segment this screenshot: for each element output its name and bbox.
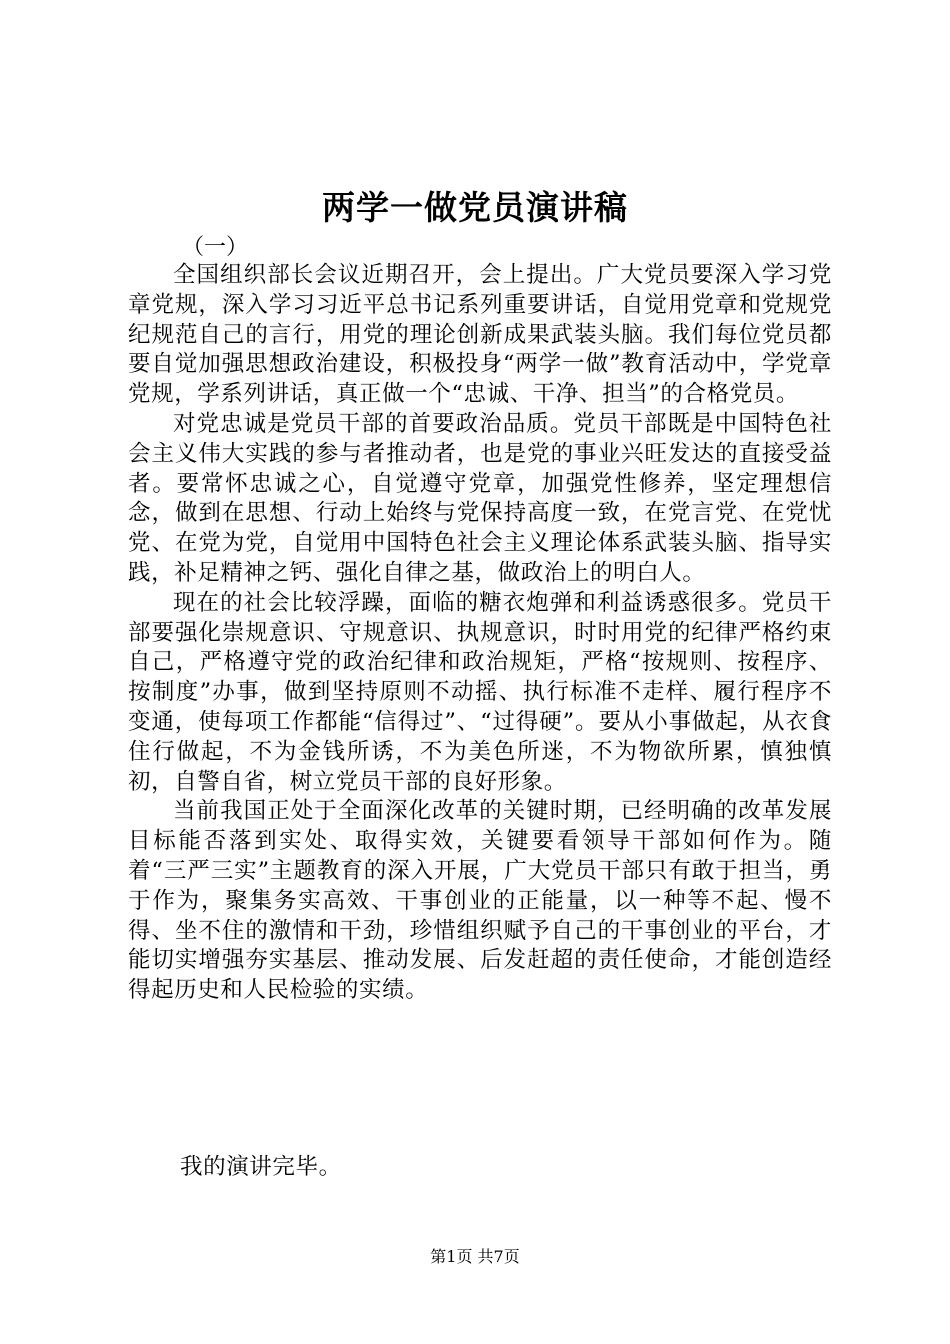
- document-body: [128, 261, 832, 1006]
- paragraph-4: 当前我国正处于全面深化改革的关键时期，已经明确的改革发展目标能否落到实处、取得实效，关键要看领导干部如何作为。随着“三严三实”主题教育的深入开展，广大党员干部只有敢于担当，勇于作为，聚集务实高效、干事创业的正能量，以一种等不起、慢不得、坐不住的激情和干劲，珍惜组织赋予自己的干事创业的平台，才能切实增强夯实基层、推动发展、后发赶超的责任使命，才能创造经得起历史和人民检验的实绩。: [128, 798, 832, 1004]
- paragraph-3: 现在的社会比较浮躁，面临的糖衣炮弹和利益诱惑很多。党员干部要强化崇规意识、守规意识、执规意识，时时用党的纪律严格约束自己，严格遵守党的政治纪律和政治规矩，严格“按规则、按程序、按制度”办事，做到坚持原则不动摇、执行标准不走样、履行程序不变通，使每项工作都能“信得过”、“过得硬”。要从小事做起，从衣食住行做起，不为金钱所诱，不为美色所迷，不为物欲所累，慎独慎初，自警自省，树立党员干部的良好形象。: [128, 589, 832, 795]
- page-indicator: 第1页 共7页: [430, 1247, 520, 1266]
- section-marker: （一）: [182, 235, 249, 260]
- paragraph-1: 全国组织部长会议近期召开，会上提出。广大党员要深入学习党章党规，深入学习习近平总书记系列重要讲话，自觉用党章和党规党纪规范自己的言行，用党的理论创新成果武装头脑。我们每位党员都要自觉加强思想政治建设，积极投身“两学一做”教育活动中，学党章党规，学系列讲话，真正做一个“忠诚、干净、担当”的合格党员。: [128, 262, 832, 408]
- document-title: 两学一做党员演讲稿: [322, 188, 628, 227]
- paragraph-2: 对党忠诚是党员干部的首要政治品质。党员干部既是中国特色社会主义伟大实践的参与者推动者，也是党的事业兴旺发达的直接受益者。要常怀忠诚之心，自觉遵守党章，加强党性修养，坚定理想信念，做到在思想、行动上始终与党保持高度一致，在党言党、在党忧党、在党为党，自觉用中国特色社会主义理论体系武装头脑、指导实践，补足精神之钙、强化自律之基，做政治上的明白人。: [128, 410, 832, 586]
- closing-line: 我的演讲完毕。: [180, 1154, 342, 1180]
